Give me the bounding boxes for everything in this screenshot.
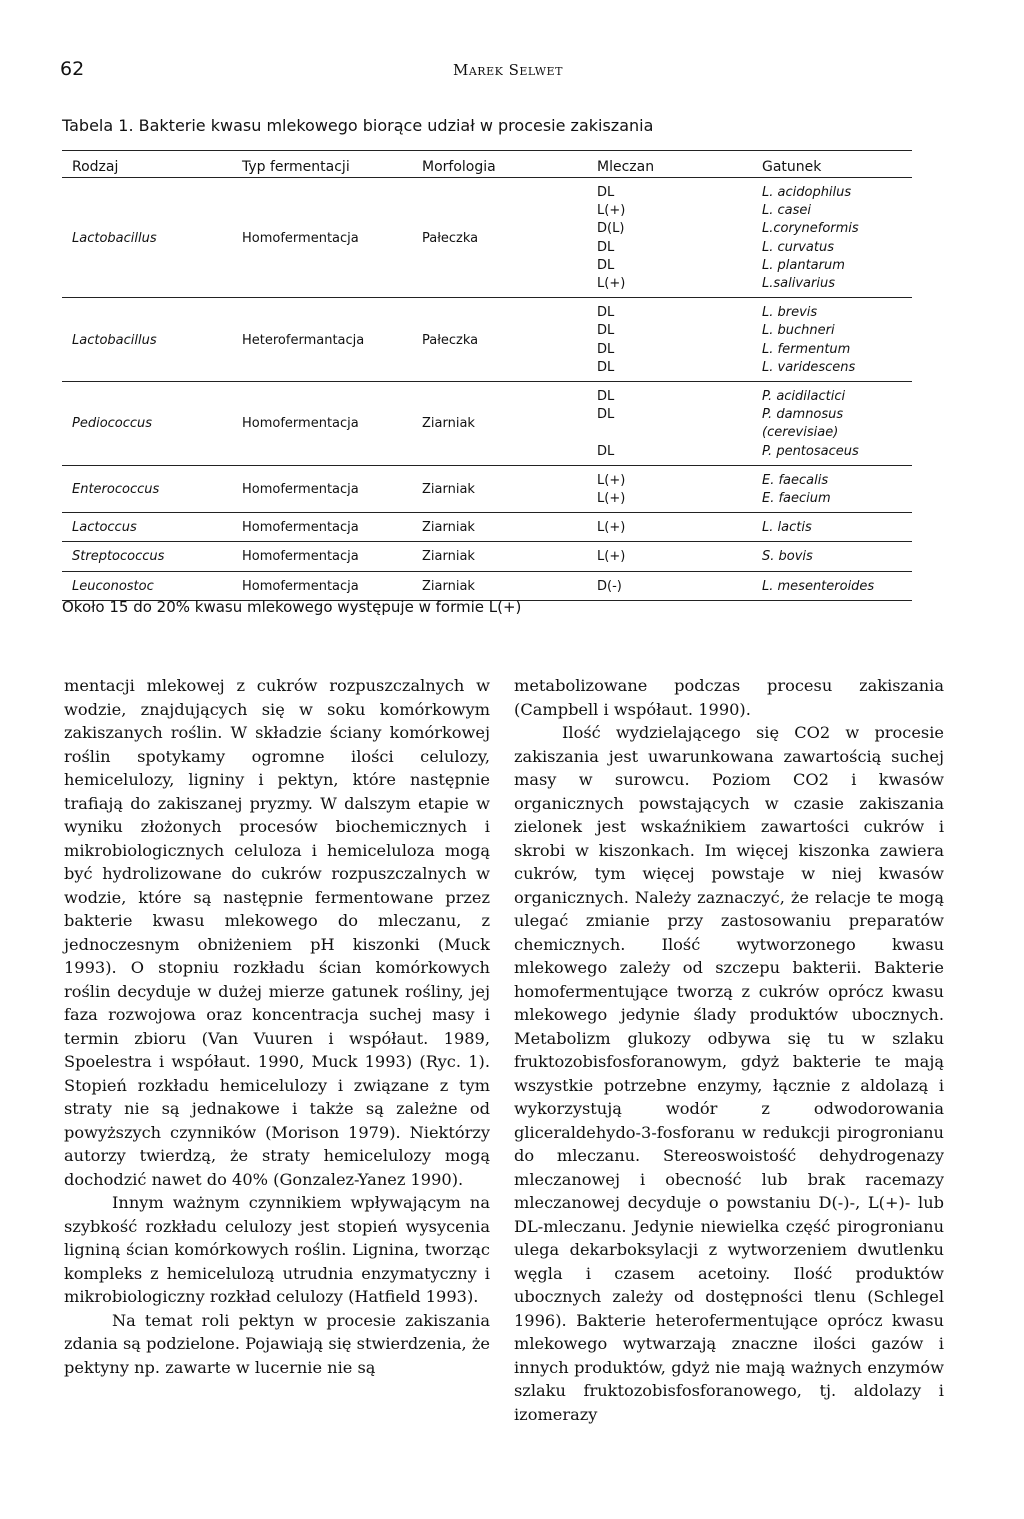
cell-lactate: L(+): [597, 520, 626, 536]
cell-species: L. acidophilus: [762, 185, 852, 200]
cell-fermentation: Homofermentacja: [242, 416, 359, 432]
body-column-left: [64, 674, 490, 1379]
cell-morphology: Ziarniak: [422, 416, 475, 432]
cell-lactate: DL: [597, 305, 615, 321]
running-head: Marek Selwet: [453, 61, 563, 79]
cell-genus: Leuconostoc: [72, 578, 154, 594]
cell-morphology: Ziarniak: [422, 549, 475, 565]
table-header-rule: [62, 177, 912, 178]
cell-genus: Pediococcus: [72, 416, 153, 432]
cell-genus: Lactoccus: [72, 520, 137, 536]
cell-species: P. acidilactici: [762, 389, 846, 404]
cell-lactate: D(L): [597, 221, 625, 237]
cell-species: L. mesenteroides: [762, 578, 875, 594]
header-lactate: Mleczan: [597, 159, 655, 175]
table-row-rule: [62, 512, 912, 513]
table-row-rule: [62, 465, 912, 466]
cell-genus: Streptococcus: [72, 549, 165, 565]
header-morphology: Morfologia: [422, 159, 496, 175]
cell-lactate: L(+): [597, 491, 626, 506]
cell-species: L. varidescens: [762, 359, 856, 375]
cell-lactate: DL: [597, 443, 615, 459]
paragraph: Na temat roli pektyn w procesie zakiszania zdania są podzielone. Pojawiają się stwierdzenia, że pektyny np. zawarte w lucernie nie są: [64, 1310, 490, 1377]
table-row-rule: [62, 541, 912, 542]
cell-species: L. buchneri: [762, 323, 835, 339]
cell-morphology: Pałeczka: [422, 332, 479, 348]
cell-lactate: DL: [597, 359, 615, 375]
cell-species: S. bovis: [762, 549, 813, 565]
cell-species: L. brevis: [762, 305, 818, 321]
cell-fermentation: Heterofermantacja: [242, 332, 365, 348]
cell-genus: Enterococcus: [72, 481, 160, 497]
cell-lactate: D(-): [597, 578, 622, 594]
cell-lactate: DL: [597, 257, 615, 273]
cell-lactate: DL: [597, 389, 615, 404]
cell-species: L.salivarius: [762, 276, 835, 291]
cell-fermentation: Homofermentacja: [242, 230, 359, 246]
table-top-rule: [62, 150, 912, 151]
cell-lactate: L(+): [597, 549, 626, 565]
paragraph: Ilość wydzielającego się CO2 w procesie zakiszania jest uwarunkowana zawartością suchej masy w surowcu. Poziom CO2 i kwasów organicznych powstających w czasie zakiszania zielonek jest wskaźnikiem zawartości cukrów i skrobi w kiszonkach. Im więcej kiszonka zawiera cukrów, tym więcej powstaje w niej kwasów organicznych. Należy zaznaczyć, że relacje te mogą ulegać zmianie przy zastosowaniu preparatów chemicznych. Ilość wytworzonego kwasu mlekowego zależy od szczepu bakterii. Bakterie homofermentujące tworzą z cukrów oprócz kwasu mlekowego jedynie ślady produktów ubocznych. Metabolizm glukozy odbywa się tu w szlaku fruktozobisfosforanowym, gdyż bakterie te mają wszystkie potrzebne enzymy, łącznie z aldolazą i wykorzystują wodór z odwodorowania gliceraldehydo-3-fosforanu w redukcji pirogronianu do mleczanu. Stereoswoistość dehydrogenazy mleczanowej i obecność lub brak racemazy mleczanowej decyduje o powstaniu D(-)-, L(+)- lub DL-mleczanu. Jedynie niewielka część pirogronianu ulega dekarboksylacji z wytworzeniem dwutlenku węgla i czasem acetoiny. Ilość produktów ubocznych zależy od dostępności tlenu (Schlegel 1996). Bakterie heterofermentujące oprócz kwasu mlekowego wytwarzają znaczne ilości gazów i innych produktów, gdyż nie mają ważnych enzymów szlaku fruktozobisfosforanowego, tj. aldolazy i izomerazy: [514, 723, 944, 1424]
cell-species: L. fermentum: [762, 341, 851, 357]
table-row-rule: [62, 297, 912, 298]
cell-species: L.coryneformis: [762, 221, 859, 237]
cell-fermentation: Homofermentacja: [242, 520, 359, 536]
cell-fermentation: Homofermentacja: [242, 578, 359, 594]
table-caption: Tabela 1. Bakterie kwasu mlekowego biorące udział w procesie zakiszania: [62, 116, 654, 135]
cell-lactate: DL: [597, 239, 615, 255]
cell-lactate: DL: [597, 185, 615, 200]
cell-genus: Lactobacillus: [72, 332, 157, 348]
cell-species: L. curvatus: [762, 239, 835, 255]
cell-fermentation: Homofermentacja: [242, 549, 359, 565]
cell-species: L. lactis: [762, 520, 812, 536]
cell-morphology: Pałeczka: [422, 230, 479, 246]
cell-lactate: DL: [597, 407, 615, 423]
cell-species: (cerevisiae): [762, 425, 839, 441]
cell-lactate: L(+): [597, 276, 626, 291]
cell-lactate: DL: [597, 341, 615, 357]
cell-lactate: L(+): [597, 203, 626, 219]
table-row-rule: [62, 381, 912, 382]
cell-morphology: Ziarniak: [422, 520, 475, 536]
cell-species: P. damnosus: [762, 407, 844, 423]
cell-species: L. casei: [762, 203, 812, 219]
table-row-rule: [62, 571, 912, 572]
table-footnote: Około 15 do 20% kwasu mlekowego występuje w formie L(+): [62, 598, 522, 616]
header-species: Gatunek: [762, 159, 822, 175]
cell-species: L. plantarum: [762, 257, 845, 273]
cell-morphology: Ziarniak: [422, 578, 475, 594]
paragraph: metabolizowane podczas procesu zakiszania (Campbell i współaut. 1990).: [514, 676, 944, 719]
paragraph: mentacji mlekowej z cukrów rozpuszczalnych w wodzie, znajdujących się w soku komórkowym zakiszanych roślin. W składzie ściany komórkowej roślin spotykamy ogromne ilości celulozy, hemicelulozy, ligniny i pektyn, które następnie trafiają do zakiszanej pryzmy. W dalszym etapie w wyniku złożonych procesów biochemicznych i mikrobiologicznych celuloza i hemiceluloza mogą być hydrolizowane do cukrów rozpuszczalnych w wodzie, które są następnie fermentowane przez bakterie kwasu mlekowego do mleczanu, z jednoczesnym obniżeniem pH kiszonki (Muck 1993). O stopniu rozkładu ścian komórkowych roślin decyduje w dużej mierze gatunek rośliny, jej faza rozwojowa oraz koncentracja suchej masy i termin zbioru (Van Vuuren i współaut. 1989, Spoelestra i współaut. 1990, Muck 1993) (Ryc. 1). Stopień rozkładu hemicelulozy i związane z tym straty nie są jednakowe i także są zależne od powyższych czynników (Morison 1979). Niektórzy autorzy twierdzą, że straty hemicelulozy mogą dochodzić nawet do 40% (Gonzalez-Yanez 1990).: [64, 676, 490, 1189]
header-fermentation: Typ fermentacji: [242, 159, 350, 175]
body-column-right: [514, 674, 944, 1426]
page-number: 62: [60, 58, 85, 80]
header-genus: Rodzaj: [72, 159, 119, 175]
cell-fermentation: Homofermentacja: [242, 481, 359, 497]
cell-morphology: Ziarniak: [422, 481, 475, 497]
cell-lactate: L(+): [597, 472, 626, 488]
paragraph: Innym ważnym czynnikiem wpływającym na szybkość rozkładu celulozy jest stopień wysycenia ligniną ścian komórkowych roślin. Lignina, tworząc kompleks z hemicelulozą utrudnia enzymatyczny i mikrobiologiczny rozkład celulozy (Hatfield 1993).: [64, 1193, 490, 1306]
cell-species: E. faecium: [762, 491, 831, 506]
cell-species: E. faecalis: [762, 472, 829, 488]
cell-species: P. pentosaceus: [762, 443, 859, 459]
cell-lactate: DL: [597, 323, 615, 339]
cell-genus: Lactobacillus: [72, 230, 157, 246]
